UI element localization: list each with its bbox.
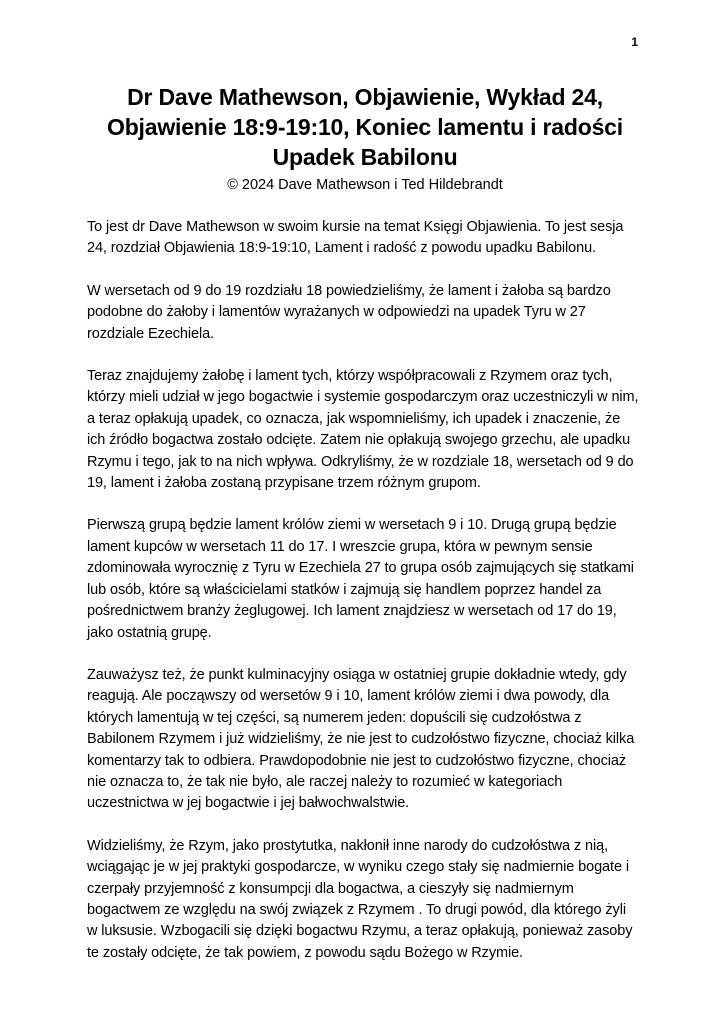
copyright-line: © 2024 Dave Mathewson i Ted Hildebrandt: [227, 177, 503, 193]
document-title: [87, 82, 643, 172]
paragraph-6: Widzieliśmy, że Rzym, jako prostytutka, nakłonił inne narody do cudzołóstwa z nią, wciągając je w jej praktyki gospodarcze, w wyniku czego stały się nadmiernie bogate i czerpały przyjemność z konsumpcji dla bogactwa, a cieszyły się nadmiernym bogactwem ze względu na swój związek z Rzymem . To drugi powód, dla którego żyli w luksusie. Wzbogacili się dzięki bogactwu Rzymu, a teraz opłakują, ponieważ zasoby te zostały odcięte, że tak powiem, z powodu sądu Bożego w Rzymie.: [87, 837, 633, 961]
paragraph-4: Pierwszą grupą będzie lament królów ziemi w wersetach 9 i 10. Drugą grupą będzie lament kupców w wersetach 11 do 17. I wreszcie grupa, która w pewnym sensie zdominowała wyrocznię z Tyru w Ezechiela 27 to grupa osób zajmujących się statkami lub osób, które są właścicielami statków i zajmują się handlem poprzez handel za pośrednictwem branży żeglugowej. Ich lament znajdziesz w wersetach od 17 do 19, jako ostatnią grupę.: [87, 517, 634, 641]
paragraph-3: Teraz znajdujemy żałobę i lament tych, którzy współpracowali z Rzymem oraz tych, którzy mieli udział w jego bogactwie i systemie gospodarczym oraz uczestniczyli w nim, a teraz opłakują upadek, co oznacza, jak wspomnieliśmy, ich upadek i znaczenie, że ich źródło bogactwa zostało odcięte. Zatem nie opłakują swojego grzechu, ale upadku Rzymu i tego, jak to na nich wpływa. Odkryliśmy, że w rozdziale 18, wersetach od 9 do 19, lament i żałoba zostaną przypisane trzem różnym grupom.: [87, 368, 639, 492]
title-line-3: Upadek Babilonu: [272, 144, 458, 170]
paragraph-1: To jest dr Dave Mathewson w swoim kursie na temat Księgi Objawienia. To jest sesja 24, rozdział Objawienia 18:9-19:10, Lament i radość z powodu upadku Babilonu.: [87, 219, 624, 257]
title-line-2: Objawienie 18:9-19:10, Koniec lamentu i radości: [107, 114, 623, 140]
page-number: 1: [631, 35, 638, 49]
title-line-1: Dr Dave Mathewson, Objawienie, Wykład 24,: [127, 84, 603, 110]
paragraph-5: Zauważysz też, że punkt kulminacyjny osiąga w ostatniej grupie dokładnie wtedy, gdy reagują. Ale począwszy od wersetów 9 i 10, lament królów ziemi i dwa powody, dla których lamentują w tej części, są numerem jeden: dopuścili się cudzołóstwa z Babilonem Rzymem i już widzieliśmy, że nie jest to cudzołóstwo fizyczne, chociaż kilka komentarzy tak to odbiera. Prawdopodobnie nie jest to cudzołóstwo fizyczne, chociaż nie oznacza to, że tak nie było, ale raczej należy to rozumieć w kategoriach uczestnictwa w jej bogactwie i jej bałwochwalstwie.: [87, 666, 635, 812]
paragraph-2: W wersetach od 9 do 19 rozdziału 18 powiedzieliśmy, że lament i żałoba są bardzo podobne do żałoby i lamentów wyrażanych w odpowiedzi na upadek Tyru w 27 rozdziale Ezechiela.: [87, 282, 611, 342]
document-header: [87, 82, 643, 195]
document-body: [87, 217, 640, 964]
